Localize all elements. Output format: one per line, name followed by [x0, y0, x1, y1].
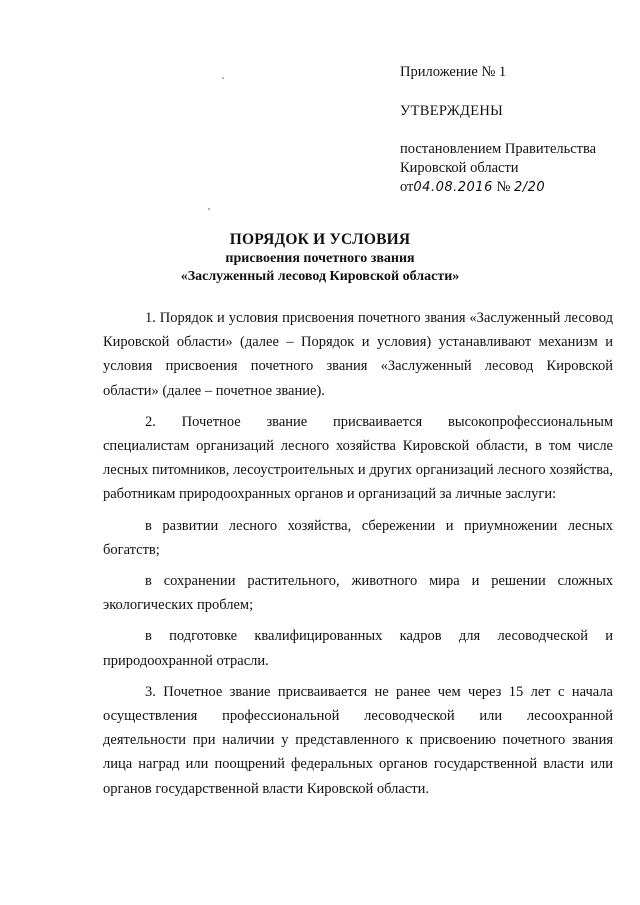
paragraph-3: 3. Почетное звание присваивается не ранее чем через 15 лет с начала осуществления профессиональной лесоводческой или лесоохранной деятельности при наличии у представленного к присвоению почетного звания лица наград или поощрений федеральных органов государственной власти или органов государственной власти Кировской области.	[103, 683, 613, 797]
paragraph-1: 1. Порядок и условия присвоения почетного звания «Заслуженный лесовод Кировской области» (далее – Порядок и условия) устанавливают механизм и условия присвоения почетного звания «Заслуженный лесовод Кировской области» (далее – почетное звание).	[103, 310, 613, 399]
appendix-number: Приложение № 1	[400, 64, 507, 80]
paragraph-2: 2. Почетное звание присваивается высокопрофессиональным специалистам организаций лесного хозяйства Кировской области, в том числе лесных питомников, лесоустроительных и других организаций лесного хозяйства, работникам природоохранных органов и организаций за личные заслуги:	[103, 413, 613, 503]
decree-date-line	[400, 178, 630, 197]
handwritten-date: 04.08.2016	[413, 180, 493, 195]
approved-label: УТВЕРЖДЕНЫ	[400, 103, 504, 119]
title-line-3: «Заслуженный лесовод Кировской области»	[180, 269, 460, 284]
title-line-2: присвоения почетного звания	[225, 251, 415, 266]
approval-stamp-block	[400, 63, 630, 197]
merit-item-3: в подготовке квалифицированных кадров для лесоводческой и природоохранной отрасли.	[103, 628, 613, 669]
scan-speck	[222, 77, 224, 79]
merit-item-2: в сохранении растительного, животного мира и решении сложных экологических проблем;	[103, 573, 613, 614]
date-prefix: от	[400, 179, 414, 195]
handwritten-number: 2/20	[513, 180, 546, 195]
number-prefix: №	[496, 179, 511, 195]
title-line-1: ПОРЯДОК И УСЛОВИЯ	[229, 231, 411, 248]
document-title	[0, 230, 640, 286]
document-body	[103, 306, 613, 801]
merit-item-1: в развитии лесного хозяйства, сбережении и приумножении лесных богатств;	[103, 517, 613, 558]
decree-line-1: постановлением Правительства	[400, 141, 597, 157]
decree-line-2: Кировской области	[400, 160, 519, 176]
scan-speck	[208, 208, 210, 210]
